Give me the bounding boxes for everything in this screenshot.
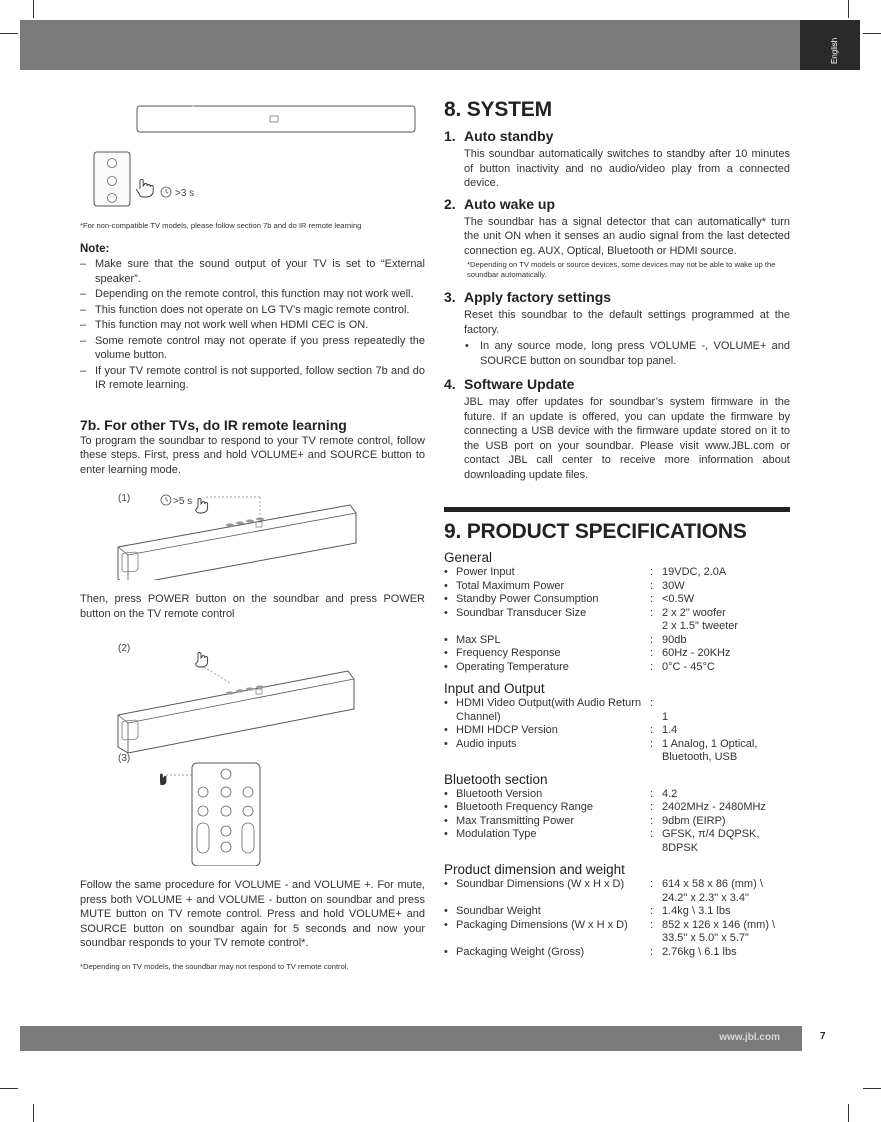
spec-section-title: Product dimension and weight (444, 862, 625, 877)
step1-illustration (80, 485, 425, 580)
note-item: – Some remote control may not operate if you press repeatedly the volume button. (80, 334, 425, 363)
then-instruction: Then, press POWER button on the soundbar and press POWER button on the TV remote control (80, 593, 425, 620)
system-title: 8. SYSTEM (444, 98, 552, 121)
auto-wake-footnote: *Depending on TV models or source devices, some devices may not be able to wake up the soundbar automatically. (467, 260, 776, 279)
note-item: – Depending on the remote control, this function may not work well. (80, 287, 425, 302)
item-number: 1. (444, 128, 456, 144)
note-item: – This function may not work well when HDMI CEC is ON. (80, 318, 425, 333)
spec-row (444, 815, 790, 829)
spec-row (444, 697, 790, 724)
spec-label: • Soundbar Weight (444, 905, 650, 919)
section-divider (444, 507, 790, 512)
left-column (80, 90, 425, 972)
step3-label: (3) (118, 753, 131, 764)
spec-colon: : (650, 647, 654, 659)
item-number: 3. (444, 289, 456, 305)
spec-section (444, 550, 790, 674)
spec-colon: : (650, 801, 654, 813)
spec-label: • Power Input (444, 566, 650, 580)
spec-section (444, 772, 790, 856)
spec-value: 0°C - 45°C (662, 660, 715, 673)
spec-value: 90db (662, 633, 687, 646)
spec-row (444, 828, 790, 855)
follow-procedure-text: Follow the same procedure for VOLUME - and VOLUME +. For mute, press both VOLUME + and VOLUME - button on soundbar and press MUTE button on TV remote control. Press and hold VOLUME+ and SOURCE button on soundbar again for 5 seconds and now your soundbar responds to your TV remote control*. (80, 879, 425, 949)
crop-mark (0, 1088, 18, 1089)
spec-colon: : (650, 593, 654, 605)
footnote-tv-models: *Depending on TV models, the soundbar may not respond to TV remote control. (80, 961, 349, 971)
crop-mark (863, 1088, 881, 1089)
spec-row (444, 580, 790, 594)
spec-value: GFSK, π/4 DQPSK, 8DPSK (662, 828, 760, 854)
spec-label: • Modulation Type (444, 828, 650, 855)
spec-sections (444, 550, 790, 959)
spec-colon: : (650, 945, 654, 958)
item-title: Auto wake up (464, 195, 556, 212)
spec-row (444, 919, 790, 946)
spec-value: 19VDC, 2.0A (662, 566, 727, 578)
spec-colon: : (650, 606, 654, 619)
spec-label: • Max Transmitting Power (444, 815, 650, 829)
right-column (444, 98, 790, 959)
auto-wake-text: The soundbar has a signal detector that can automatically* turn the unit ON when it senses an audio signal from the last detected connection eg. AUX, Optical, Bluetooth or HDMI source. (464, 215, 790, 257)
language-label: English (830, 37, 839, 64)
item-number: 2. (444, 195, 456, 212)
system-item-title (444, 376, 790, 392)
spec-section (444, 862, 790, 959)
note-title: Note: (80, 243, 110, 255)
language-tab (800, 20, 860, 70)
factory-settings-bullet-wrap (444, 339, 790, 368)
spec-colon: : (650, 814, 654, 827)
spec-row (444, 738, 790, 765)
spec-colon: : (650, 828, 654, 840)
spec-value: <0.5W (662, 593, 695, 605)
spec-section-title: Bluetooth section (444, 771, 548, 787)
spec-row (444, 607, 790, 634)
spec-label: • Packaging Weight (Gross) (444, 946, 650, 960)
crop-mark (33, 1104, 34, 1122)
spec-value: 1 Analog, 1 Optical, Bluetooth, USB (662, 737, 758, 763)
spec-label: • Soundbar Dimensions (W x H x D) (444, 878, 650, 905)
spec-colon: : (650, 737, 654, 750)
system-item-title (444, 196, 790, 212)
crop-mark (863, 33, 881, 34)
spec-value: 1 (662, 710, 669, 723)
note-item: – This function does not operate on LG TV’s magic remote control. (80, 303, 425, 318)
spec-label: • Max SPL (444, 634, 650, 648)
auto-standby-text: This soundbar automatically switches to standby after 10 minutes of button inactivity and no audio/video play from a connected device. (464, 148, 790, 189)
spec-value: 30W (662, 579, 685, 592)
spec-row (444, 593, 790, 607)
item-number: 4. (444, 376, 456, 392)
spec-row (444, 566, 790, 580)
step2-3-illustration (80, 631, 425, 866)
spec-colon: : (650, 697, 654, 709)
spec-row (444, 634, 790, 648)
spec-value: 1.4 (662, 724, 678, 736)
spec-colon: : (650, 633, 654, 646)
spec-value: 60Hz - 20KHz (662, 647, 731, 659)
spec-label: • Operating Temperature (444, 661, 650, 675)
spec-label: • Soundbar Transducer Size (444, 607, 650, 634)
factory-settings-bullet: • In any source mode, long press VOLUME -, VOLUME+ and SOURCE button on soundbar top panel. (464, 339, 790, 368)
spec-label: • Packaging Dimensions (W x H x D) (444, 919, 650, 946)
spec-label: • Bluetooth Frequency Range (444, 801, 650, 815)
system-item-title (444, 289, 790, 305)
factory-settings-text: Reset this soundbar to the default settings programmed at the factory. (464, 309, 790, 336)
item-title: Apply factory settings (464, 289, 612, 305)
crop-mark (848, 1104, 849, 1122)
hold-time-label: >3 s (175, 188, 195, 199)
spec-label: • Standby Power Consumption (444, 593, 650, 607)
step1-label: (1) (118, 493, 131, 504)
spec-value: 4.2 (662, 787, 678, 800)
item-title: Software Update (464, 376, 575, 392)
system-item-title (444, 128, 790, 144)
header-bar (20, 20, 860, 70)
spec-row (444, 946, 790, 960)
spec-row (444, 788, 790, 802)
spec-label: • Bluetooth Version (444, 788, 650, 802)
step1-time: >5 s (173, 496, 193, 507)
spec-row (444, 878, 790, 905)
spec-value: 9dbm (EIRP) (662, 814, 726, 827)
spec-row (444, 724, 790, 738)
spec-section (444, 681, 790, 765)
spec-colon: : (650, 787, 654, 800)
spec-value: 1.4kg \ 3.1 lbs (662, 905, 731, 917)
spec-label: • Frequency Response (444, 647, 650, 661)
spec-value: 852 x 126 x 146 (mm) \ 33.5" x 5.0" x 5.7" (662, 918, 776, 944)
item-title: Auto standby (464, 128, 554, 144)
section-7b-title: 7b. For other TVs, do IR remote learning (80, 416, 347, 433)
footer-url: www.jbl.com (719, 1032, 780, 1043)
crop-mark (0, 33, 18, 34)
page-number: 7 (820, 1031, 826, 1042)
step2-label: (2) (118, 643, 131, 654)
spec-row (444, 647, 790, 661)
spec-value: 2 x 2" woofer 2 x 1.5" tweeter (662, 606, 739, 632)
footer-bar (20, 1026, 802, 1051)
spec-colon: : (650, 566, 654, 578)
spec-colon: : (650, 660, 654, 673)
crop-mark (33, 0, 34, 18)
specs-title: 9. PRODUCT SPECIFICATIONS (444, 520, 747, 543)
footnote-noncompatible: *For non-compatible TV models, please follow section 7b and do IR remote learning (80, 221, 362, 230)
spec-section-title: General (444, 550, 493, 565)
note-item: – If your TV remote control is not supported, follow section 7b and do IR remote learning. (80, 364, 425, 393)
spec-label: • Audio inputs (444, 738, 650, 765)
spec-label: • HDMI HDCP Version (444, 724, 650, 738)
spec-row (444, 905, 790, 919)
software-update-text: JBL may offer updates for soundbar’s system firmware in the future. If an update is offered, you can update the firmware by connecting a USB device with the firmware update stored on it to the USB port on your soundbar. Please visit www.JBL.com or contact JBL call center to receive more information about downloading update files. (464, 396, 790, 481)
spec-colon: : (650, 724, 654, 736)
crop-mark (848, 0, 849, 18)
spec-row (444, 801, 790, 815)
spec-value: 2402MHz - 2480MHz (662, 801, 766, 813)
notes-list (80, 257, 425, 393)
spec-row (444, 661, 790, 675)
spec-colon: : (650, 878, 654, 890)
spec-colon: : (650, 579, 654, 592)
spec-label: • HDMI Video Output(with Audio Return Channel) (444, 697, 650, 724)
spec-label: • Total Maximum Power (444, 580, 650, 594)
spec-colon: : (650, 918, 654, 931)
note-item: – Make sure that the sound output of your TV is set to “External speaker”. (80, 257, 425, 286)
spec-colon: : (650, 905, 654, 917)
spec-value: 614 x 58 x 86 (mm) \ 24.2" x 2.3" x 3.4" (662, 878, 763, 904)
spec-value: 2.76kg \ 6.1 lbs (662, 945, 737, 958)
soundbar-top-illustration (80, 90, 425, 215)
spec-section-title: Input and Output (444, 681, 545, 696)
section-7b-intro: To program the soundbar to respond to your TV remote control, follow these steps. First, press and hold VOLUME+ and SOURCE button to enter learning mode. (80, 434, 425, 476)
